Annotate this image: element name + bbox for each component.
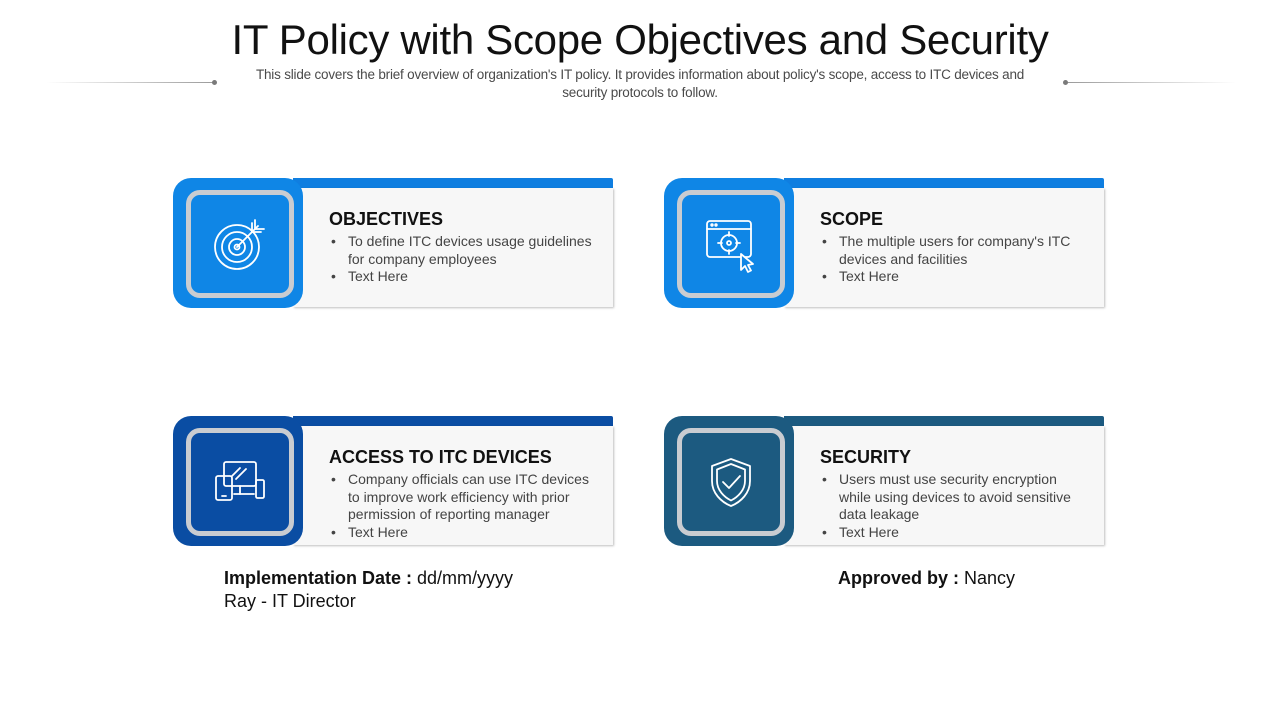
slide-subtitle: This slide covers the brief overview of organization's IT policy. It provides information about policy's scope, access to ITC devices and security protocols to follow. — [255, 67, 1025, 100]
card-heading: SCOPE — [820, 209, 884, 229]
card-bullet-list — [820, 233, 1092, 286]
implementation-info — [224, 567, 513, 613]
decorative-dot-left — [212, 80, 217, 85]
icon-tile — [664, 178, 794, 308]
decorative-dot-right — [1063, 80, 1068, 85]
card-accent-bar — [293, 178, 613, 188]
target-icon — [210, 214, 270, 274]
icon-frame — [677, 428, 785, 536]
signatory: Ray - IT Director — [224, 591, 356, 611]
card-bullet-list — [820, 471, 1092, 541]
bullet-item: • Text Here — [820, 524, 1092, 542]
card-accent-bar — [784, 178, 1104, 188]
icon-frame — [186, 428, 294, 536]
approval-info — [838, 567, 1015, 590]
bullet-item: • Text Here — [820, 268, 1092, 286]
card-access-to-itc-devices — [173, 416, 615, 547]
decorative-line-left — [46, 82, 216, 83]
card-accent-bar — [293, 416, 613, 426]
card-scope — [664, 178, 1106, 309]
shield-check-icon — [701, 452, 761, 512]
bullet-item: • Text Here — [329, 268, 601, 286]
slide-title: IT Policy with Scope Objectives and Security — [231, 16, 1049, 63]
implementation-date-value: dd/mm/yyyy — [412, 568, 514, 588]
bullet-item: • To define ITC devices usage guidelines for company employees — [329, 233, 601, 268]
icon-frame — [186, 190, 294, 298]
icon-tile — [173, 416, 303, 546]
card-heading: ACCESS TO ITC DEVICES — [329, 447, 552, 467]
approved-by-value: Nancy — [959, 568, 1016, 588]
devices-icon — [210, 452, 270, 512]
browser-target-cursor-icon — [701, 214, 761, 274]
bullet-item: • Users must use security encryption while using devices to avoid sensitive data leakage — [820, 471, 1092, 524]
icon-frame — [677, 190, 785, 298]
card-bullet-list — [329, 471, 601, 541]
icon-tile — [173, 178, 303, 308]
bullet-item: • Text Here — [329, 524, 601, 542]
bullet-item: • The multiple users for company's ITC devices and facilities — [820, 233, 1092, 268]
icon-tile — [664, 416, 794, 546]
card-heading: SECURITY — [820, 447, 912, 467]
decorative-line-right — [1066, 82, 1236, 83]
implementation-date-label: Implementation Date : — [224, 568, 413, 588]
card-bullet-list — [329, 233, 601, 286]
card-objectives — [173, 178, 615, 309]
card-security — [664, 416, 1106, 547]
card-accent-bar — [784, 416, 1104, 426]
bullet-item: • Company officials can use ITC devices to improve work efficiency with prior permission of reporting manager — [329, 471, 601, 524]
approved-by-label: Approved by : — [838, 568, 960, 588]
card-heading: OBJECTIVES — [329, 209, 444, 229]
